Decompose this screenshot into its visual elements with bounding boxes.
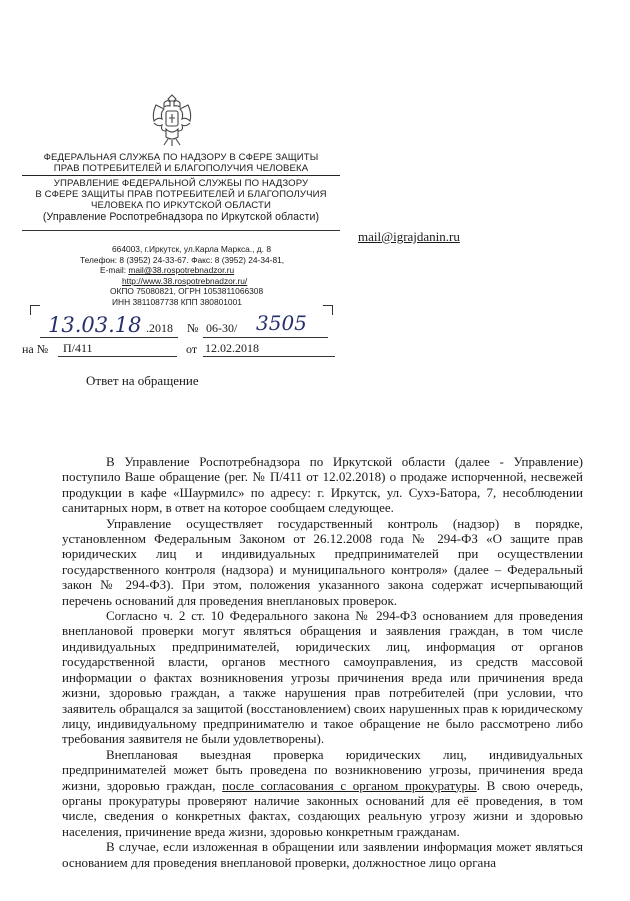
incoming-date-label: от [186,342,198,356]
agency-line: ПРАВ ПОТРЕБИТЕЛЕЙ И БЛАГОПОЛУЧИЯ ЧЕЛОВЕКА [22,163,340,176]
outgoing-number-label: № [187,321,199,335]
incoming-number-underline [58,356,177,357]
body-underlined-text: после согласования с органом прокуратуры [222,777,477,793]
agency-inn: ИНН 3811087738 КПП 380801001 [112,296,242,307]
body-paragraph: Управление осуществляет государственный контроль (надзор) в порядке, установленном Федеральным Законом от 26.12.2008 года № 294-ФЗ «О защите прав юридических лиц и индивидуальных предпринимателей при осуществлении государственного контроля (надзора) и муниципального контроля» (далее – Федеральный закон № 294-ФЗ). При этом, положения указанного закона содержат исчерпывающий перечень оснований для проведения внеплановых проверок. [62,515,583,608]
agency-line: УПРАВЛЕНИЕ ФЕДЕРАЛЬНОЙ СЛУЖБЫ ПО НАДЗОРУ [53,178,309,189]
email-label: E-mail: [100,265,129,276]
outgoing-date-underline [40,337,178,338]
body-text: . В свою очередь, органы прокуратуры проверяют наличие законных оснований для её проведения, в том числе, сведения о конкретных фактах, создающих реальную угрозу жизни и здоровью населения, причинение вреда жизни, здоровью конкретным гражданам. [62,777,583,839]
agency-okpo: ОКПО 75080821, ОГРН 1053811066308 [110,286,264,297]
outgoing-date-handwritten: 13.03.18 [48,313,142,337]
body-paragraph [62,747,583,839]
agency-line: ФЕДЕРАЛЬНАЯ СЛУЖБА ПО НАДЗОРУ В СФЕРЕ ЗАЩИТЫ [43,152,319,163]
body-paragraph: В случае, если изложенная в обращении или заявлении информация может являться основанием для проведения внеплановой проверки, должностное лицо органа [62,839,583,870]
address-corner-mark-left [30,305,40,315]
agency-line: В СФЕРЕ ЗАЩИТЫ ПРАВ ПОТРЕБИТЕЛЕЙ И БЛАГОПОЛУЧИЯ [35,189,327,200]
letter-body [62,454,583,870]
agency-contacts [80,244,290,308]
agency-site-line [80,276,290,287]
outgoing-number-prefix: 06-30/ [206,321,238,335]
body-paragraph: В Управление Роспотребнадзора по Иркутской области (далее - Управление) поступило Ваше обращение (рег. № П/411 от 12.02.2018) о продаже испорченной, несвежей продукции в кафе «Шаурмилс» по адресу: г. Иркутск, ул. Сухэ-Батора, 7, несоблюдении санитарных норм, в ответ на которое сообщаем следующее. [62,454,583,516]
incoming-date: 12.02.2018 [205,341,259,355]
agency-site-link[interactable]: http://www.38.rospotrebnadzor.ru/ [122,275,248,286]
incoming-date-underline [203,356,335,357]
agency-line: ЧЕЛОВЕКА ПО ИРКУТСКОЙ ОБЛАСТИ [91,200,271,211]
letter-subject: Ответ на обращение [86,373,199,388]
outgoing-year: .2018 [146,321,173,335]
agency-divider [22,230,340,231]
agency-email-line [80,265,290,276]
agency-phone: Телефон: 8 (3952) 24-33-67. Факс: 8 (3952) 24-34-81, [80,254,285,265]
agency-email-link[interactable]: mail@38.rospotrebnadzor.ru [128,265,235,276]
agency-line: (Управление Роспотребнадзора по Иркутской области) [42,211,320,223]
body-paragraph: Согласно ч. 2 ст. 10 Федерального закона № 294-ФЗ основанием для проведения внеплановой проверки могут являться обращения и заявления граждан, в том числе индивидуальных предпринимателей, юридических лиц, информация от органов государственной власти, органов местного самоуправления, из средств массовой информации о фактах возникновения угрозы причинения вреда или причинения вреда жизни, здоровью граждан, а также нарушения прав потребителей (при условии, что заявитель обращался за защитой (восстановлением) своих нарушенных прав к юридическому лицу, индивидуальному предпринимателю и такое обращение не было рассмотрено либо требования заявителя не были удовлетворены). [62,608,583,747]
agency-address: 664003, г.Иркутск, ул.Карла Маркса., д. 8 [112,244,271,254]
incoming-number-label: на № [22,342,49,356]
body-text: Внеплановая выездная проверка юридических лиц, индивидуальных предпринимателей может быть проведена по возникновению угрозы, причинения вреда жизни, здоровью граждан, [62,746,583,793]
outgoing-number-underline [203,337,328,338]
double-headed-eagle-emblem-icon [150,93,194,147]
outgoing-number-handwritten: 3505 [256,311,307,335]
incoming-number: П/411 [63,341,93,355]
recipient-email[interactable]: mail@igrajdanin.ru [358,229,460,244]
agency-header [22,152,340,223]
address-corner-mark-right [323,305,333,315]
